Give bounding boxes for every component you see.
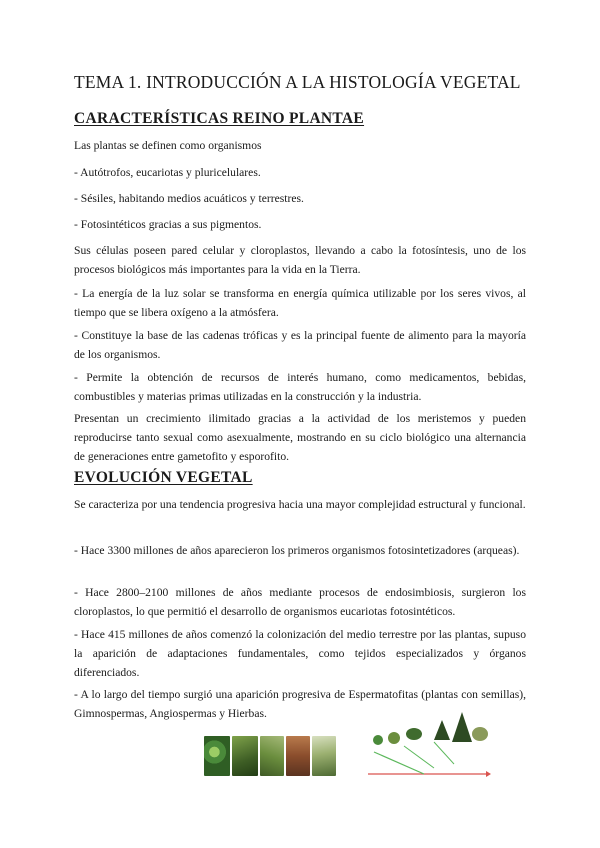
document-title: TEMA 1. INTRODUCCIÓN A LA HISTOLOGÍA VEGETAL [74,72,521,92]
conifer-trunk-image [286,736,310,776]
branch-line [404,746,434,768]
section-heading-evolucion: EVOLUCIÓN VEGETAL [74,469,253,486]
branch-line [434,742,454,764]
list-item: - Fotosintéticos gracias a sus pigmentos. [74,218,262,231]
arrow-head-icon [486,771,491,777]
section-heading-caracteristicas: CARACTERÍSTICAS REINO PLANTAE [74,110,365,127]
list-item: - Hace 3300 millones de años aparecieron los primeros organismos fotosintetizadores (arqueas). [74,544,520,557]
paragraph: Presentan un crecimiento ilimitado gracias a la actividad de los meristemos y pueden reproducirse tanto sexual como asexualmente, mostrando en su ciclo biológico una alternancia de generaciones entre gametofito y esporofito. [74,412,526,463]
plant-evolution-diagram [364,712,492,780]
paragraph: Las plantas se definen como organismos [74,139,262,152]
list-item: - Hace 415 millones de años comenzó la colonización del medio terrestre por las plantas, supuso la aparición de adaptaciones fundamentales, como tejidos especializados y órganos diferenciados. [74,628,526,679]
fern-image [260,736,284,776]
flowering-tree-icon [472,727,488,741]
plant-groups-figure [198,722,338,784]
list-item: - Hace 2800–2100 millones de años mediante procesos de endosimbiosis, surgieron los cloroplastos, lo que permitió el desarrollo de organismos eucariotas fotosintéticos. [74,586,526,618]
list-item: - A lo largo del tiempo surgió una aparición progresiva de Espermatofitas (plantas con semillas), Gimnospermas, Angiospermas y Hierbas. [74,688,526,720]
moss-icon [388,732,400,744]
figures-row [0,712,600,782]
paragraph: Sus células poseen pared celular y cloroplastos, llevando a cabo la fotosíntesis, uno de los procesos biológicos más importantes para la vida en la Tierra. [74,244,526,276]
conifer-icon [434,720,450,740]
algae-icon [373,735,383,745]
algae-image [204,736,230,776]
list-item: - Sésiles, habitando medios acuáticos y terrestres. [74,192,304,205]
list-item: - Constituye la base de las cadenas tróficas y es la principal fuente de alimento para la mayoría de los organismos. [74,329,526,361]
list-item: - La energía de la luz solar se transforma en energía química utilizable por los seres vivos, al tiempo que se libera oxígeno a la atmósfera. [74,287,526,319]
paragraph: Se caracteriza por una tendencia progresiva hacia una mayor complejidad estructural y funcional. [74,498,526,511]
list-item: - Autótrofos, eucariotas y pluricelulares. [74,166,261,179]
tall-conifer-icon [452,712,472,742]
list-item: - Permite la obtención de recursos de interés humano, como medicamentos, bebidas, combustibles y materias primas utilizadas en la construcción y la industria. [74,371,526,403]
fern-icon [406,728,422,740]
flowering-plant-image [312,736,336,776]
moss-image [232,736,258,776]
